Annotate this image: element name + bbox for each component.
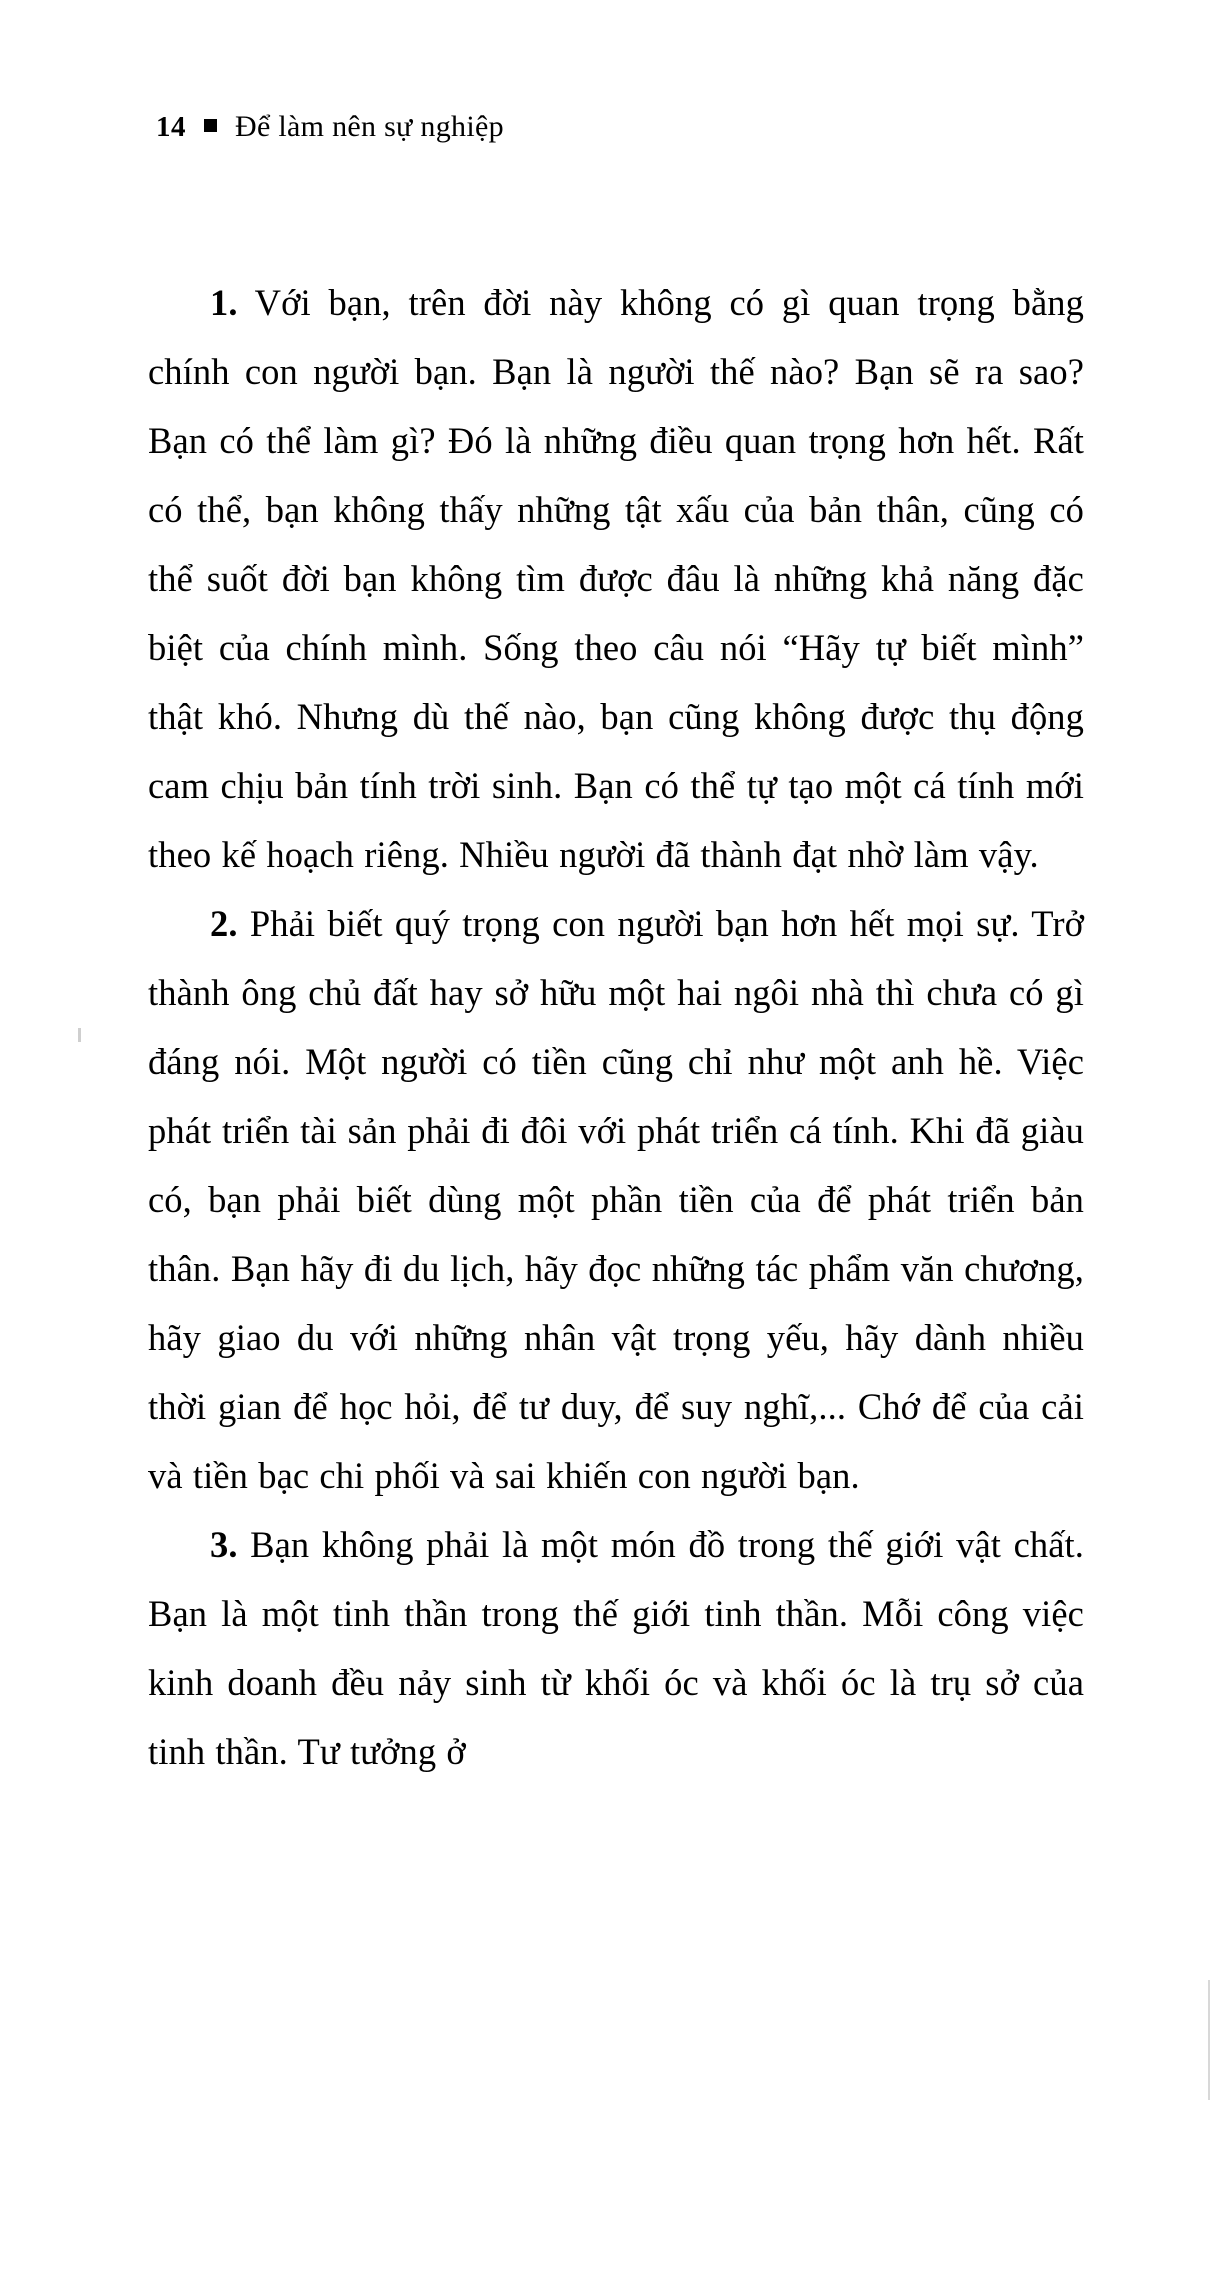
paragraph-3 [148,1510,1084,1786]
paragraph-2-text: Phải biết quý trọng con người bạn hơn hết mọi sự. Trở thành ông chủ đất hay sở hữu một hai ngôi nhà thì chưa có gì đáng nói. Một người có tiền cũng chỉ như một anh hề. Việc phát triển tài sản phải đi đôi với phát triển cá tính. Khi đã giàu có, bạn phải biết dùng một phần tiền của để phát triển bản thân. Bạn hãy đi du lịch, hãy đọc những tác phẩm văn chương, hãy giao du với những nhân vật trọng yếu, hãy dành nhiều thời gian để học hỏi, để tư duy, để suy nghĩ,... Chớ để của cải và tiền bạc chi phối và sai khiến con người bạn. [148,903,1084,1496]
running-head [156,110,504,144]
paragraph-3-text: Bạn không phải là một món đồ trong thế giới vật chất. Bạn là một tinh thần trong thế giới tinh thần. Mỗi công việc kinh doanh đều nảy sinh từ khối óc và khối óc là trụ sở của tinh thần. Tư tưởng ở [148,1524,1084,1772]
paragraph-3-number: 3. [210,1524,238,1565]
paragraph-1-number: 1. [210,282,238,323]
paper-speck [78,1028,81,1042]
page-edge-mark [1208,1980,1210,2100]
running-title: Để làm nên sự nghiệp [235,110,504,143]
square-bullet-icon [204,119,217,132]
page-number: 14 [156,110,186,143]
body-text [148,268,1084,1786]
paragraph-2 [148,889,1084,1510]
paragraph-1-text: Với bạn, trên đời này không có gì quan trọng bằng chính con người bạn. Bạn là người thế nào? Bạn sẽ ra sao? Bạn có thể làm gì? Đó là những điều quan trọng hơn hết. Rất có thể, bạn không thấy những tật xấu của bản thân, cũng có thể suốt đời bạn không tìm được đâu là những khả năng đặc biệt của chính mình. Sống theo câu nói “Hãy tự biết mình” thật khó. Nhưng dù thế nào, bạn cũng không được thụ động cam chịu bản tính trời sinh. Bạn có thể tự tạo một cá tính mới theo kế hoạch riêng. Nhiều người đã thành đạt nhờ làm vậy. [148,282,1084,875]
paragraph-1 [148,268,1084,889]
paragraph-2-number: 2. [210,903,238,944]
